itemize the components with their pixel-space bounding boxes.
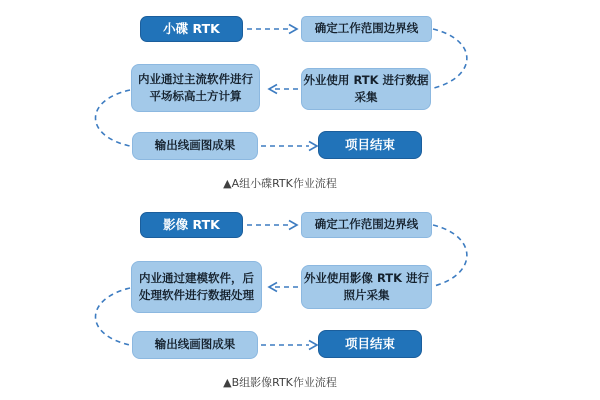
- start-node-b-label: 影像 RTK: [163, 216, 220, 232]
- field-collection-node-b: [301, 265, 432, 309]
- flow-caption-b: ▲B组影像RTK作业流程: [223, 376, 337, 389]
- field-collection-node-a: [301, 68, 431, 110]
- define-scope-node-b: [301, 212, 432, 238]
- curved-connector-b-right: [433, 225, 467, 286]
- field-collection-node-b-line1: 外业使用影像 RTK 进行: [303, 270, 430, 285]
- office-processing-node-b-line2: 处理软件进行数据处理: [139, 288, 254, 302]
- curved-connector-b-left: [96, 288, 131, 345]
- office-processing-node-a-line1: 内业通过主流软件进行: [138, 71, 253, 86]
- start-node-a-label: 小碟 RTK: [163, 20, 220, 36]
- output-node-b: [132, 331, 258, 359]
- output-node-a: [132, 132, 258, 160]
- output-node-b-label: 输出线画图成果: [154, 337, 236, 352]
- arrowhead-b-field-to-office: [269, 283, 277, 292]
- arrowhead-b-output-to-end: [309, 341, 317, 350]
- arrowhead-a-field-to-office: [269, 85, 277, 94]
- start-node-b: [140, 212, 243, 238]
- office-processing-node-b-line1: 内业通过建模软件，后: [139, 270, 254, 285]
- end-node-b: [318, 330, 422, 358]
- office-processing-node-a: [131, 64, 260, 112]
- start-node-a: [140, 16, 243, 42]
- end-node-b-label: 项目结束: [344, 335, 395, 351]
- end-node-a: [318, 131, 422, 159]
- curved-connector-a-right: [433, 29, 467, 88]
- arrowhead-a-output-to-end: [309, 142, 317, 151]
- arrowhead-b-start-to-scope: [289, 221, 297, 230]
- arrowhead-a-start-to-scope: [289, 25, 297, 34]
- flow-caption-a: ▲A组小碟RTK作业流程: [223, 177, 337, 190]
- office-processing-node-b: [131, 261, 262, 313]
- define-scope-node-a: [301, 16, 432, 42]
- field-collection-node-b-line2: 照片采集: [343, 288, 390, 302]
- define-scope-node-a-label: 确定工作范围边界线: [314, 21, 419, 36]
- curved-connector-a-left: [96, 90, 131, 146]
- field-collection-node-a-line2: 采集: [354, 90, 378, 104]
- end-node-a-label: 项目结束: [344, 136, 395, 152]
- define-scope-node-b-label: 确定工作范围边界线: [314, 217, 419, 232]
- field-collection-node-a-line1: 外业使用 RTK 进行数据: [303, 72, 429, 87]
- office-processing-node-a-line2: 平场标高土方计算: [149, 89, 242, 103]
- output-node-a-label: 输出线画图成果: [154, 138, 236, 153]
